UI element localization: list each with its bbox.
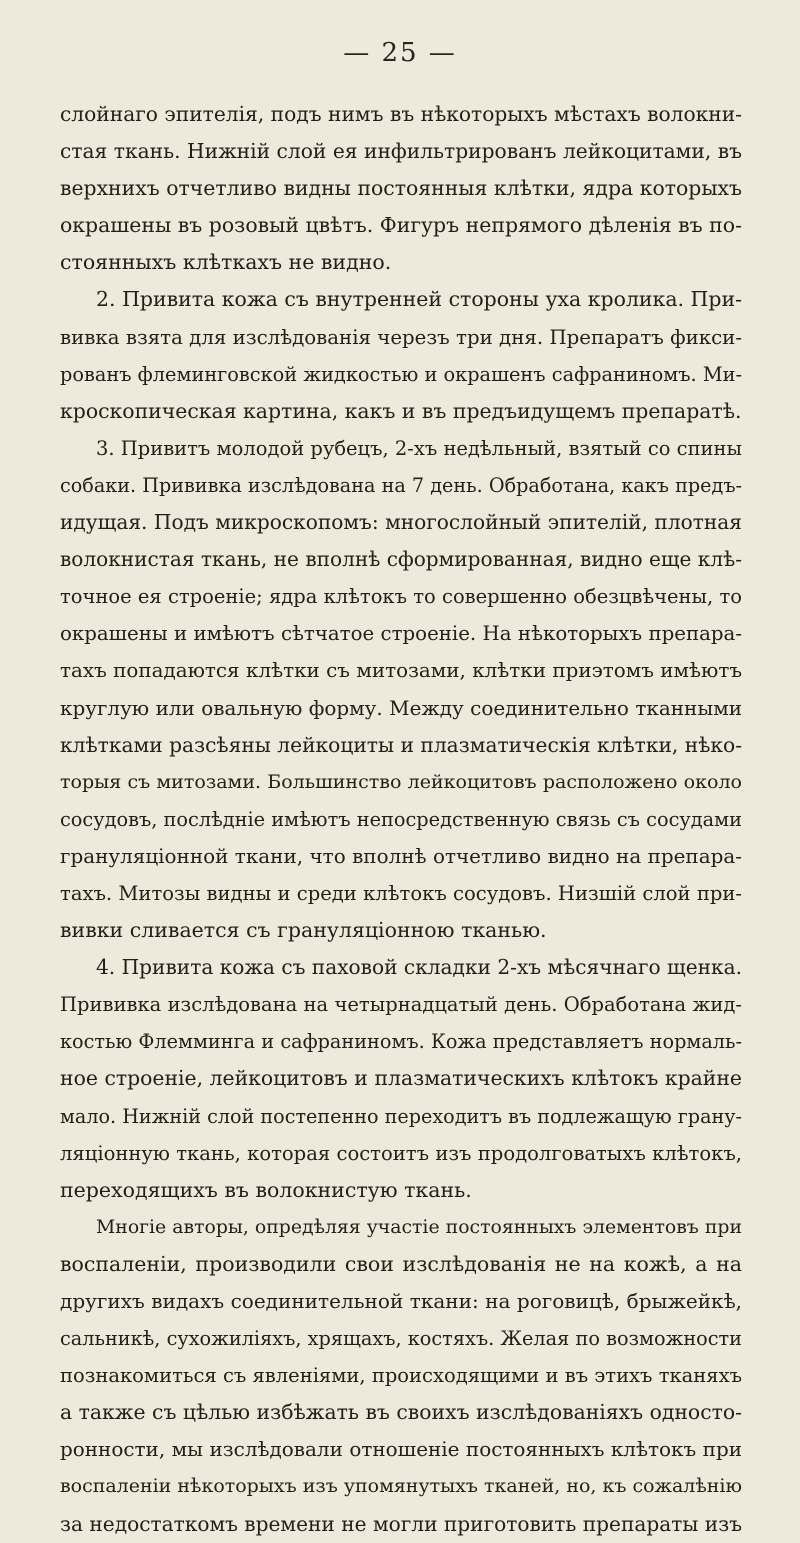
text-line: окрашены въ розовый цвѣтъ. Фигуръ непрямого дѣленія въ по- — [60, 213, 742, 238]
text-line: точное ея строеніе; ядра клѣтокъ то совершенно обезцвѣчены, то — [60, 585, 742, 609]
text-line: круглую или овальную форму. Между соединительно тканными — [60, 695, 742, 720]
text-line: идущая. Подъ микроскопомъ: многослойный эпителій, плотная — [60, 510, 742, 535]
text-line: а также съ цѣлью избѣжать въ своихъ изслѣдованіяхъ односто- — [60, 1400, 742, 1425]
text-line: верхнихъ отчетливо видны постоянныя клѣтки, ядра которыхъ — [60, 176, 742, 201]
text-line: грануляціонной ткани, что вполнѣ отчетливо видно на препара- — [60, 843, 742, 868]
text-line: окрашены и имѣютъ сѣтчатое строеніе. На нѣкоторыхъ препара- — [60, 622, 742, 646]
text-line: другихъ видахъ соединительной ткани: на роговицѣ, брыжейкѣ, — [60, 1289, 742, 1313]
text-line: Многіе авторы, опредѣляя участіе постоянныхъ элементовъ при — [96, 1216, 742, 1238]
text-line: воспаленіи, производили свои изслѣдованія не на кожѣ, а на — [60, 1251, 742, 1276]
text-line: ронности, мы изслѣдовали отношеніе постоянныхъ клѣтокъ при — [60, 1437, 742, 1462]
text-line: вивки сливается съ грануляціонною тканью. — [60, 918, 547, 943]
text-line: 3. Привитъ молодой рубецъ, 2-хъ недѣльный, взятый со спины — [96, 436, 742, 460]
text-line: слойнаго эпителія, подъ нимъ въ нѣкоторыхъ мѣстахъ волокни- — [60, 102, 742, 126]
page-number: — 25 — — [343, 38, 457, 68]
text-line: 4. Привита кожа съ паховой складки 2-хъ мѣсячнаго щенка. — [96, 955, 743, 980]
text-line: сальникѣ, сухожиліяхъ, хрящахъ, костяхъ. Желая по возможности — [60, 1327, 742, 1351]
body-text — [60, 96, 742, 1543]
text-line: ляціонную ткань, которая состоитъ изъ продолговатыхъ клѣтокъ, — [60, 1141, 742, 1165]
text-line: ное строеніе, лейкоцитовъ и плазматическихъ клѣтокъ крайне — [60, 1066, 742, 1091]
text-line: познакомиться съ явленіями, происходящими и въ этихъ тканяхъ — [60, 1364, 742, 1388]
text-line: стая ткань. Нижній слой ея инфильтрированъ лейкоцитами, въ — [60, 139, 742, 164]
text-line: мало. Нижній слой постепенно переходитъ въ подлежащую грану- — [60, 1104, 742, 1128]
text-line: тахъ. Митозы видны и среди клѣтокъ сосудовъ. Низшій слой при- — [60, 881, 742, 905]
text-line: торыя съ митозами. Большинство лейкоцитовъ расположено около — [60, 770, 742, 793]
text-line: вивка взята для изслѣдованія черезъ три дня. Препаратъ фикси- — [60, 325, 742, 349]
text-line: воспаленіи нѣкоторыхъ изъ упомянутыхъ тканей, но, къ сожалѣнію — [60, 1475, 742, 1498]
text-line: рованъ флеминговской жидкостью и окрашенъ сафраниномъ. Ми- — [60, 362, 742, 386]
text-line: волокнистая ткань, не вполнѣ сформированная, видно еще клѣ- — [60, 547, 742, 572]
text-line: клѣтками разсѣяны лейкоциты и плазматическія клѣтки, нѣко- — [60, 732, 743, 757]
text-line: собаки. Прививка изслѣдована на 7 день. Обработана, какъ предъ- — [60, 473, 742, 497]
text-line: за недостаткомъ времени не могли приготовить препараты изъ — [60, 1511, 742, 1536]
text-line: переходящихъ въ волокнистую ткань. — [60, 1177, 472, 1202]
text-line: тахъ попадаются клѣтки съ митозами, клѣтки приэтомъ имѣютъ — [60, 659, 742, 683]
text-line: сосудовъ, послѣдніе имѣютъ непосредственную связь съ сосудами — [60, 807, 742, 831]
text-line: кроскопическая картина, какъ и въ предъидущемъ препаратѣ. — [60, 398, 742, 423]
text-line: костью Флемминга и сафраниномъ. Кожа представляетъ нормаль- — [60, 1030, 742, 1054]
text-line: Прививка изслѣдована на четырнадцатый день. Обработана жид- — [60, 993, 742, 1017]
text-line: стоянныхъ клѣткахъ не видно. — [60, 250, 392, 275]
text-line: 2. Привита кожа съ внутренней стороны уха кролика. При- — [96, 287, 742, 312]
